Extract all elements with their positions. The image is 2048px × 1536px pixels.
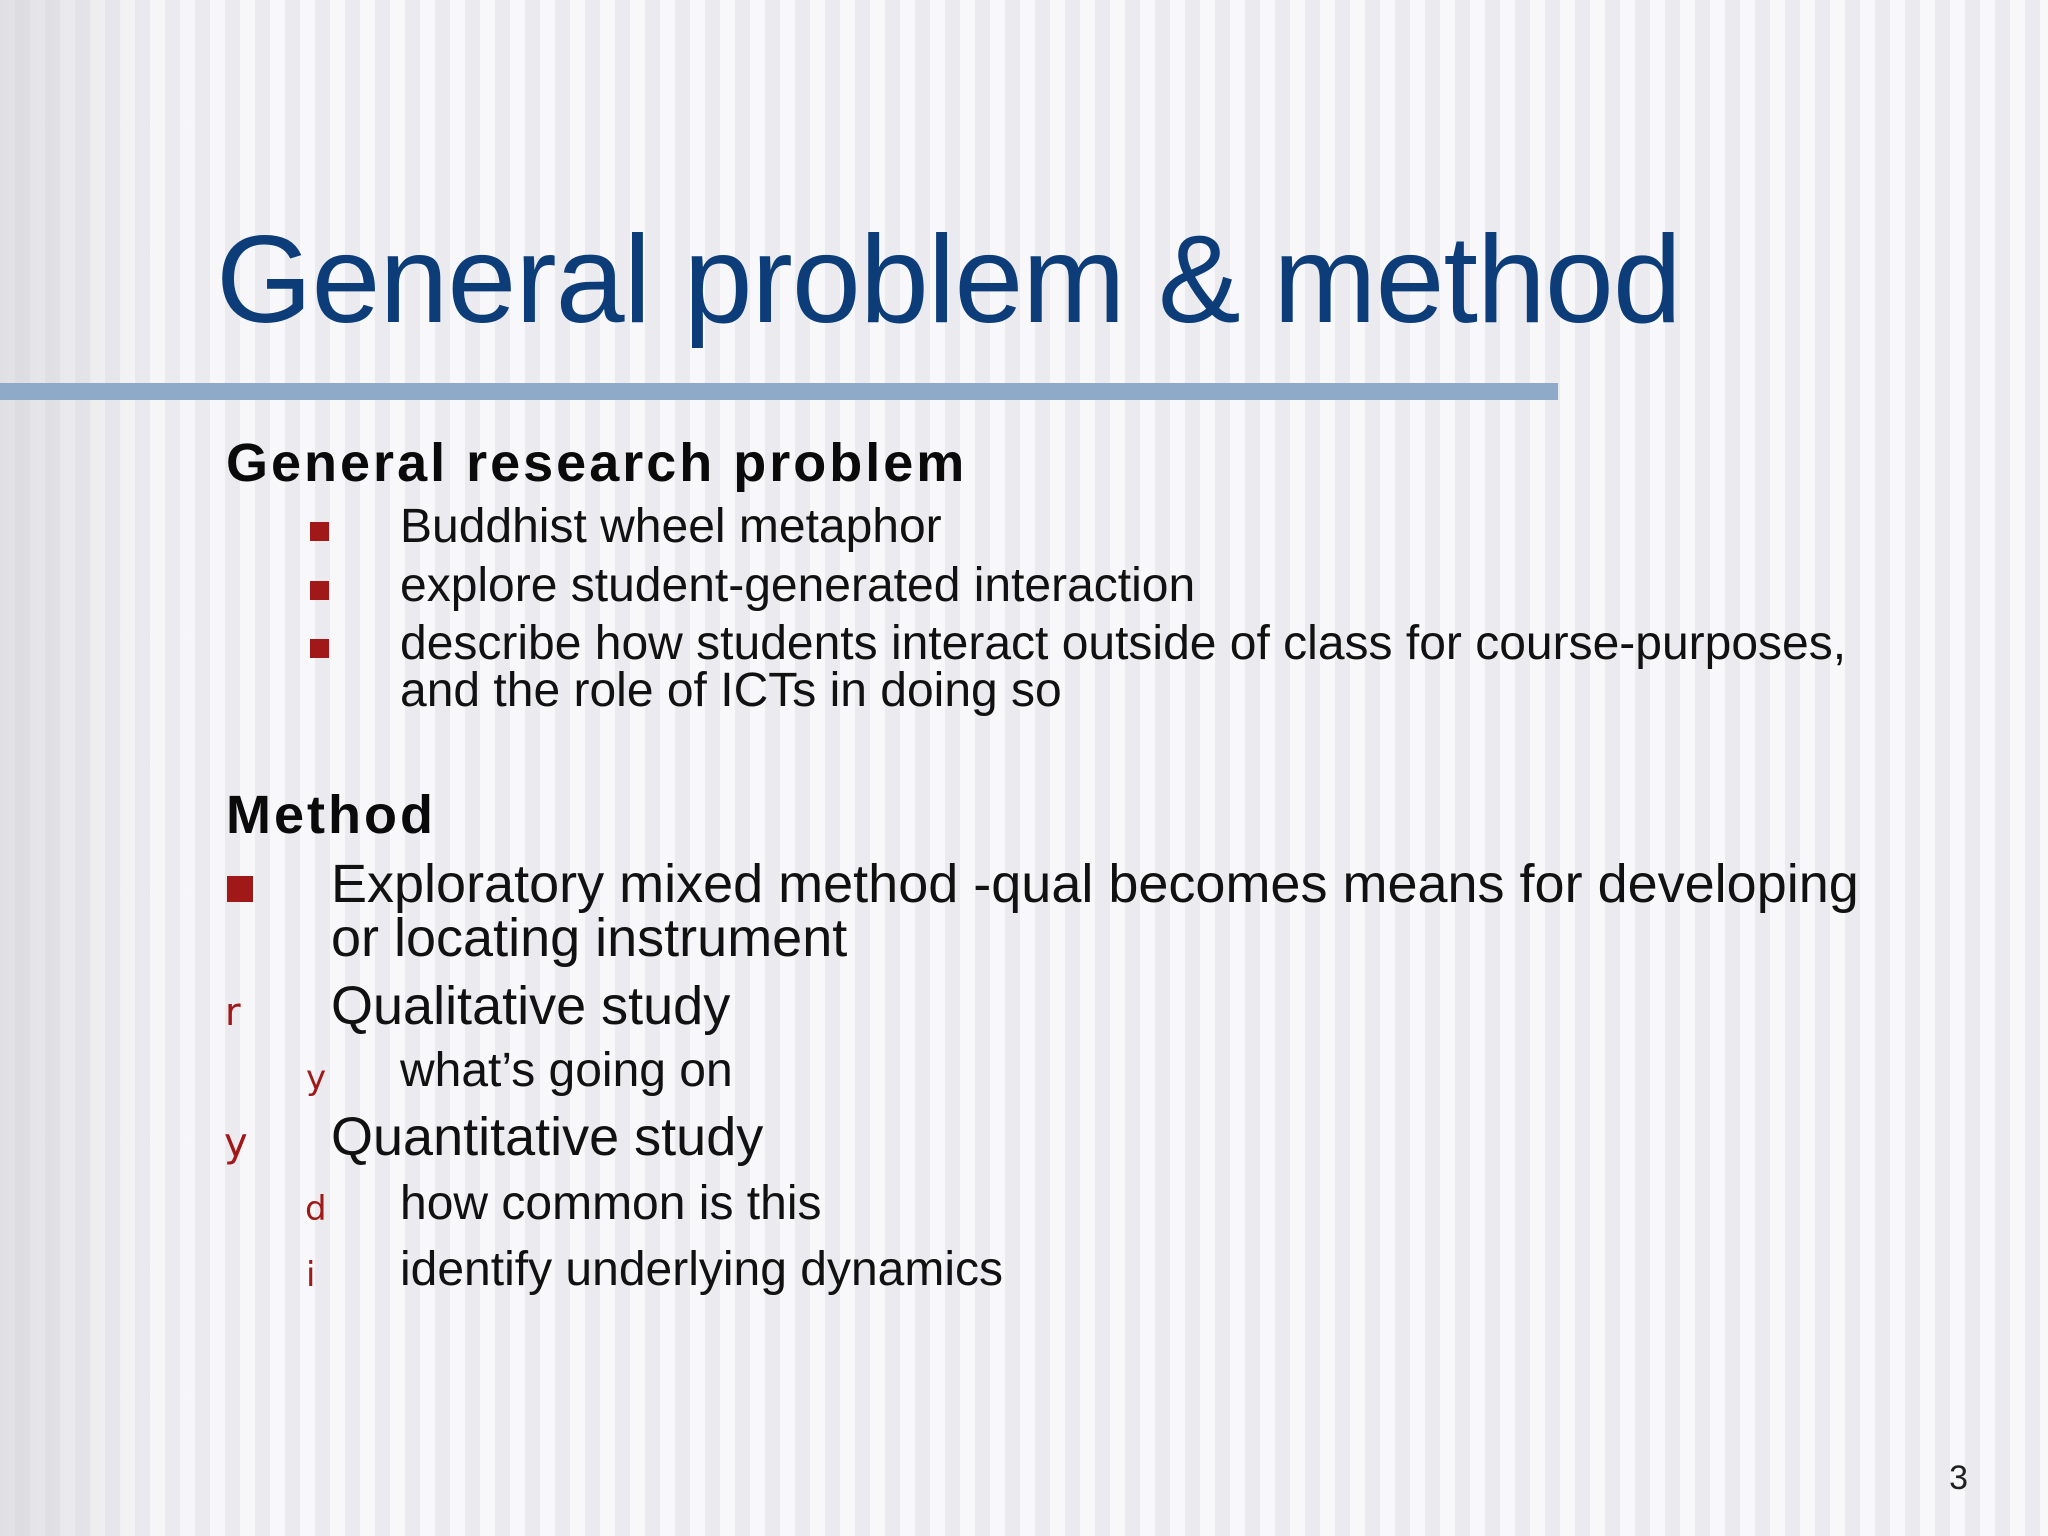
problem-bullet-3-line-2: and the role of ICTs in doing so (400, 664, 1062, 717)
square-bullet-icon (310, 522, 329, 541)
bullet-marker-d: d (305, 1189, 327, 1229)
method-heading: Method (226, 785, 436, 845)
bullet-marker-r: r (225, 990, 241, 1034)
title-underline-rule (0, 383, 1558, 400)
bullet-marker-y: y (306, 1058, 327, 1098)
square-bullet-icon (310, 581, 329, 600)
method-item-qualitative: Qualitative study (331, 976, 731, 1036)
slide-title: General problem & method (216, 211, 1681, 349)
problem-bullet-3-line-1: describe how students interact outside of class for course-purposes, (400, 617, 1847, 670)
method-item-quantitative: Quantitative study (331, 1107, 764, 1167)
method-subitem-how-common: how common is this (400, 1177, 822, 1230)
square-bullet-icon (227, 876, 253, 902)
method-subitem-underlying-dynamics: identify underlying dynamics (400, 1243, 1003, 1296)
bullet-marker-i: i (306, 1255, 316, 1295)
bullet-marker-y: y (224, 1120, 248, 1166)
method-subitem-whats-going-on: what’s going on (400, 1044, 733, 1097)
problem-bullet-2: explore student-generated interaction (400, 559, 1196, 612)
problem-bullet-1: Buddhist wheel metaphor (400, 500, 942, 553)
page-number: 3 (1949, 1459, 1968, 1497)
square-bullet-icon (310, 639, 329, 658)
method-item-1-line-1: Exploratory mixed method -qual becomes means for developing (331, 854, 1859, 914)
problem-heading: General research problem (226, 433, 968, 493)
method-item-1-line-2: or locating instrument (331, 908, 848, 968)
